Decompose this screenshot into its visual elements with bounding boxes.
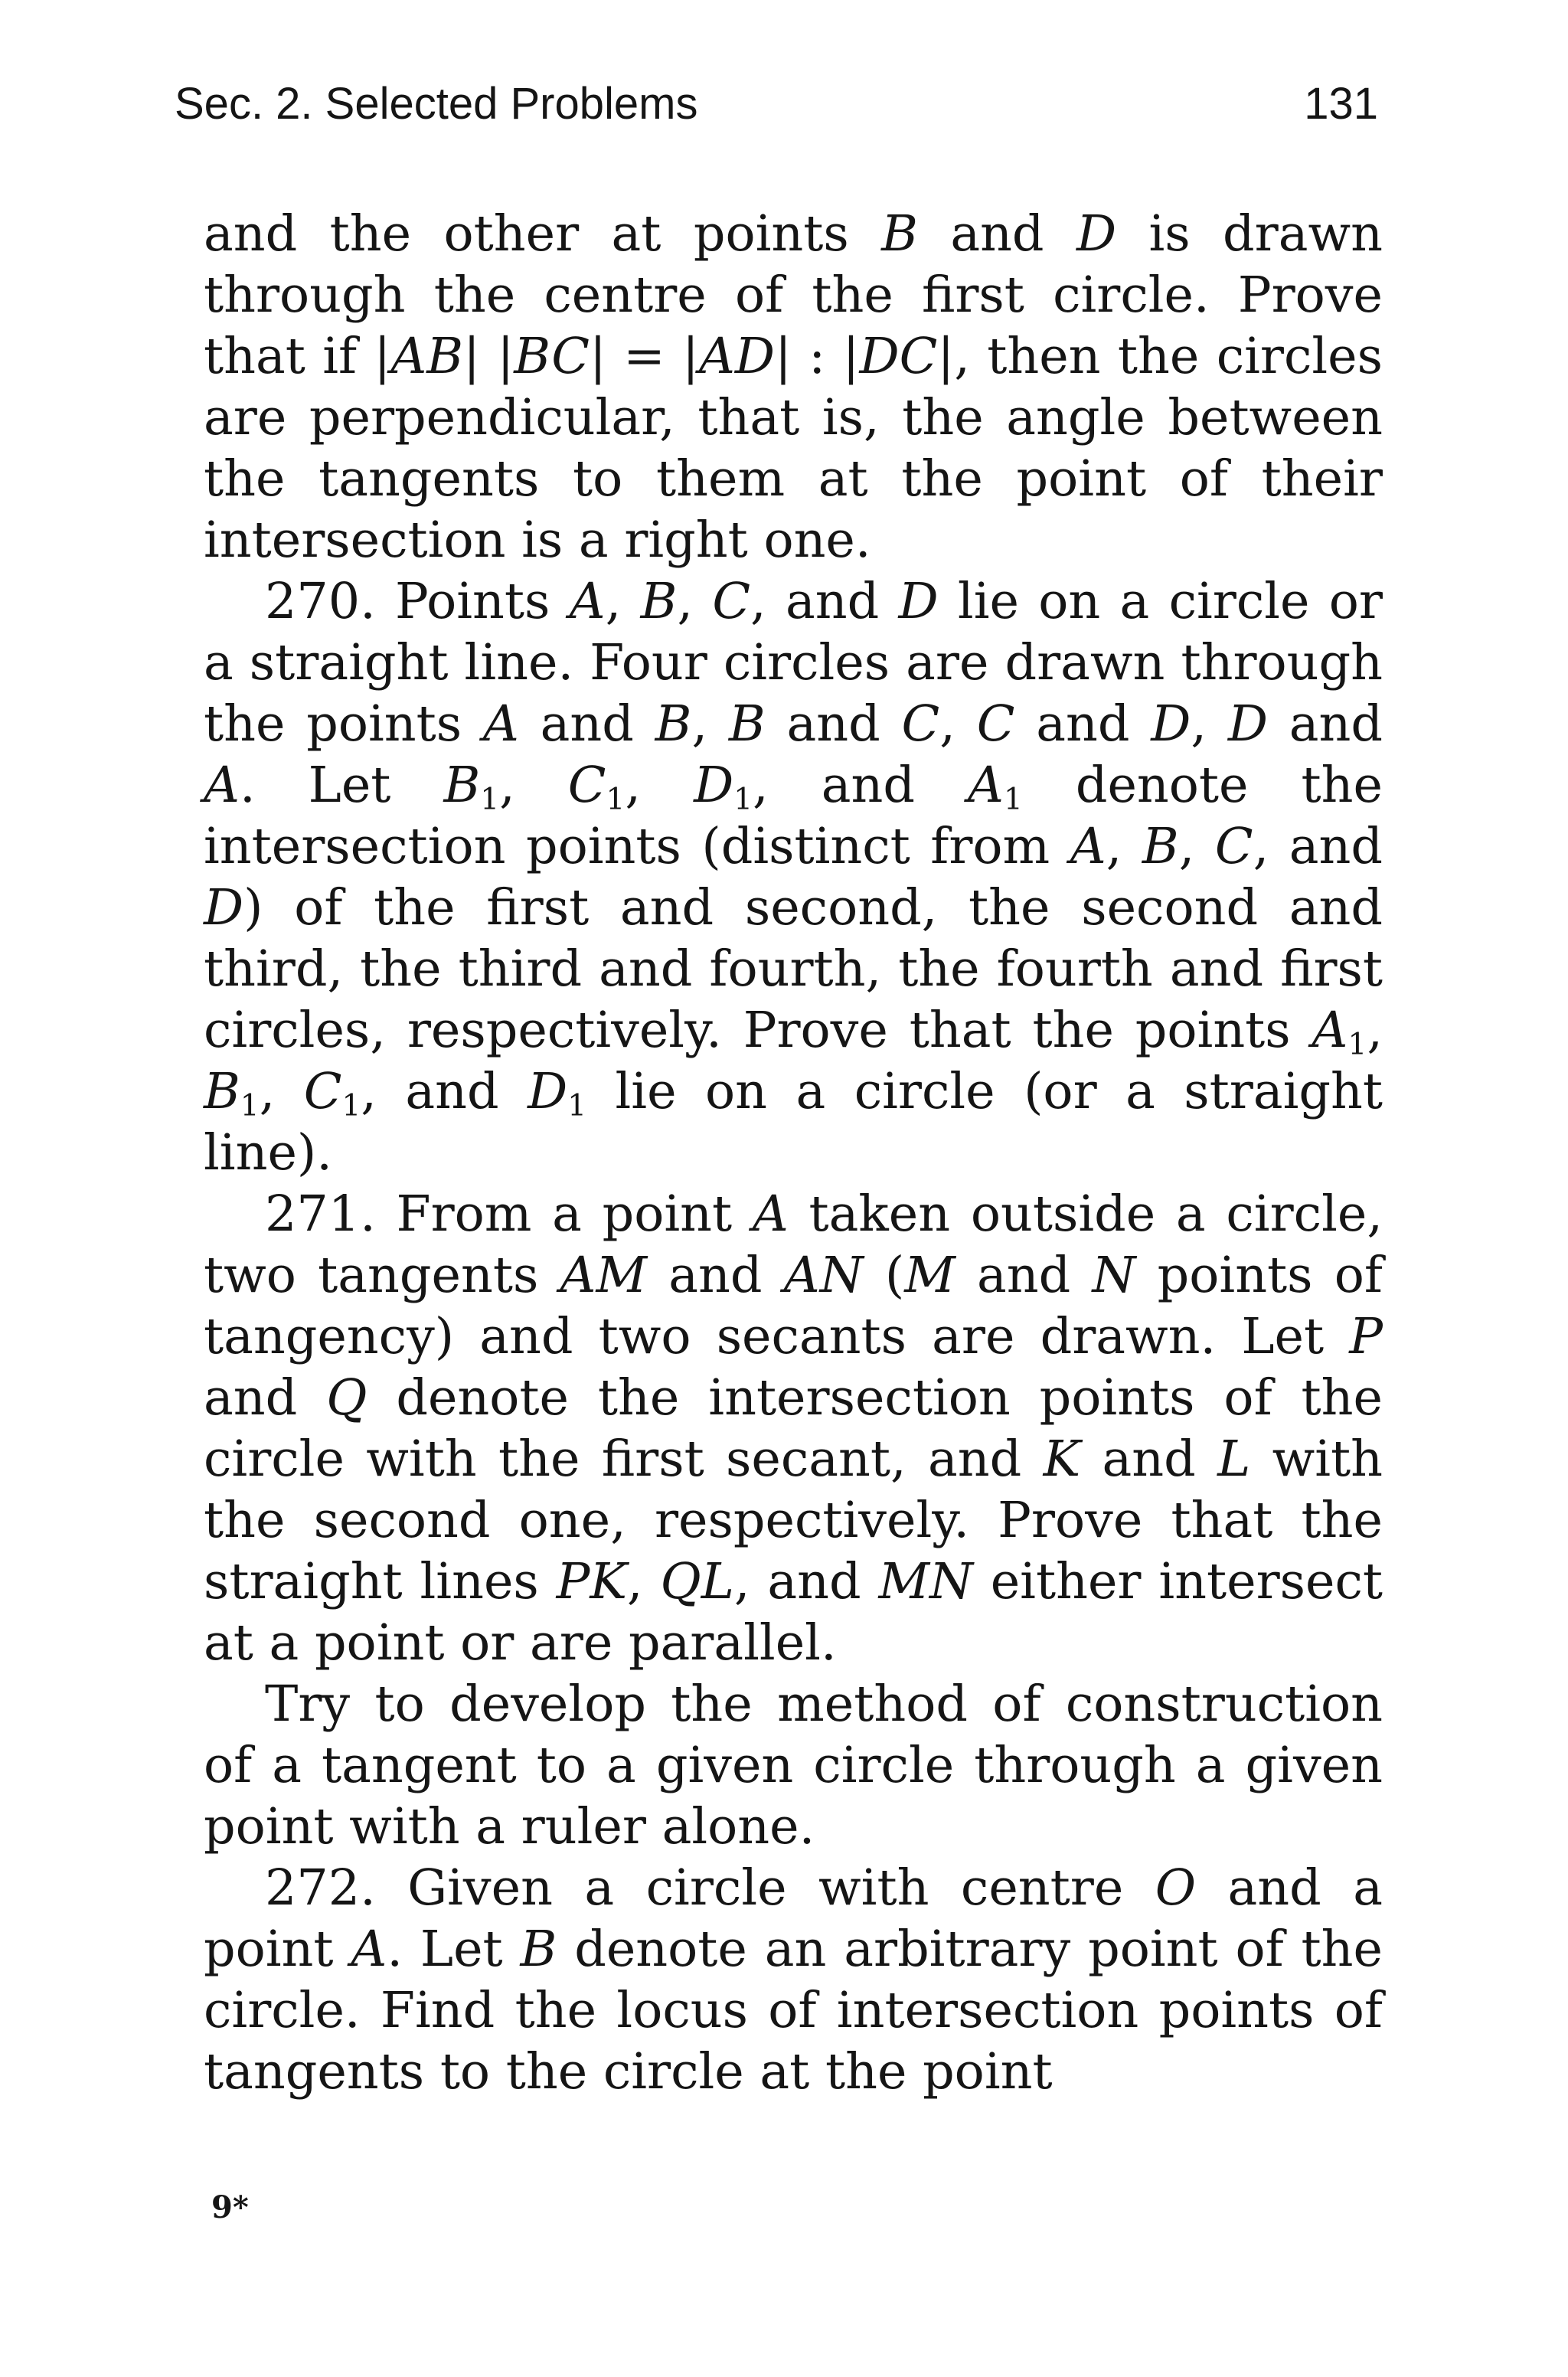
math-var: N [1092, 1247, 1136, 1304]
math-var: B [881, 205, 918, 263]
math-var: M [904, 1247, 956, 1304]
math-var: A [569, 573, 606, 630]
text-run: either intersect at a point or are parallel. [204, 1553, 1383, 1672]
math-var: O [1155, 1859, 1197, 1917]
problem-269-continuation [204, 204, 1383, 571]
text-run: . Let [239, 757, 444, 814]
math-var: L [1217, 1430, 1251, 1488]
subscript: 1 [567, 1088, 587, 1123]
math-var: C [567, 757, 606, 814]
math-var: A [1312, 1002, 1348, 1059]
text-run: and [1080, 1430, 1218, 1488]
text-run: and [917, 205, 1076, 263]
text-run: ( [863, 1247, 905, 1304]
math-var: C [303, 1063, 342, 1120]
text-run: , and [361, 1063, 528, 1120]
math-var: A [351, 1921, 387, 1978]
text-run: and [955, 1247, 1093, 1304]
subscript: 1 [240, 1088, 260, 1123]
text-run: , and [753, 757, 969, 814]
text-run: and [204, 1369, 327, 1427]
math-var: Q [326, 1369, 368, 1427]
section-title: Sec. 2. Selected Problems [175, 79, 698, 129]
text-run: |, then the circles are perpendicular, that is, the angle between the tangents to them at the point of their intersection is a right one. [204, 328, 1383, 569]
math-var: C [712, 573, 751, 630]
math-var: A [482, 695, 519, 753]
math-var: D [1151, 695, 1191, 753]
signature-mark: 9* [211, 2189, 249, 2225]
math-var: D [898, 573, 939, 630]
text-run: lie on a circle or a straight line. Four circles are drawn through the points [204, 573, 1383, 753]
text-run: ) of the first and second, the second and third, the third and fourth, the fourth and first circles, respectively. Prove that the points [204, 879, 1383, 1059]
math-var: BC [514, 328, 590, 385]
math-var: AB [390, 328, 464, 385]
math-var: C [1214, 818, 1253, 875]
math-var: B [728, 695, 766, 753]
text-run: , [1106, 818, 1142, 875]
math-var: B [204, 1063, 240, 1120]
text-run: with the second one, respectively. Prove that the straight lines [204, 1430, 1383, 1610]
math-var: QL [660, 1553, 734, 1610]
subscript: 1 [733, 782, 753, 817]
text-run: and the other at points [204, 205, 882, 263]
text-run: , [1178, 818, 1215, 875]
text-run: , [605, 573, 641, 630]
text-run: , [1367, 1002, 1383, 1059]
text-run: and [647, 1247, 784, 1304]
math-var: DC [859, 328, 938, 385]
text-run: , and [733, 1553, 879, 1610]
math-var: PK [556, 1553, 627, 1610]
try-paragraph [204, 1674, 1383, 1858]
math-var: A [752, 1185, 789, 1243]
problem-number: 270. [265, 573, 376, 630]
text-run: lie on a circle (or a straight line). [204, 1063, 1383, 1182]
problem-270 [204, 571, 1383, 1184]
subscript: 1 [1348, 1027, 1367, 1062]
text-run: points of tangency) and two secants are drawn. Let [204, 1247, 1383, 1365]
math-var: B [1142, 818, 1179, 875]
text-run: Points [375, 573, 570, 630]
subscript: 1 [341, 1088, 361, 1123]
text-run: denote the intersection points (distinct from [204, 757, 1383, 875]
text-run: . Let [387, 1921, 521, 1978]
text-run: , [625, 757, 694, 814]
text-run: , [691, 695, 729, 753]
math-var: D [1227, 695, 1268, 753]
text-run: and a point [204, 1859, 1383, 1978]
text-run: and [765, 695, 902, 753]
text-run: denote the intersection points of the circle with the first secant, and [204, 1369, 1383, 1488]
math-var: B [520, 1921, 557, 1978]
page-number: 131 [1304, 79, 1378, 129]
text-run: and [1267, 695, 1383, 753]
text-run: Try to develop the method of construction of a tangent to a given circle through a given point with a ruler alone. [204, 1676, 1383, 1855]
problem-number: 272. [265, 1859, 376, 1917]
subscript: 1 [606, 782, 626, 817]
text-run: , [677, 573, 713, 630]
text-run: , and [1253, 818, 1383, 875]
math-var: K [1043, 1430, 1081, 1488]
math-var: D [528, 1063, 568, 1120]
math-var: AM [560, 1247, 648, 1304]
math-var: AD [698, 328, 776, 385]
text-run: Given a circle with centre [375, 1859, 1155, 1917]
math-var: AN [783, 1247, 864, 1304]
text-run: , [1191, 695, 1228, 753]
problem-272 [204, 1858, 1383, 2103]
main-text [204, 204, 1383, 2103]
math-var: D [204, 879, 244, 937]
text-run: taken outside a circle, two tangents [204, 1185, 1383, 1304]
text-run: | : | [775, 328, 860, 385]
math-var: A [204, 757, 240, 814]
math-var: B [640, 573, 678, 630]
math-var: A [968, 757, 1004, 814]
text-run: , [259, 1063, 304, 1120]
math-var: C [901, 695, 940, 753]
text-run: is drawn through the centre of the first circle. Prove that if | [204, 205, 1383, 385]
problem-number: 271. [265, 1185, 376, 1243]
text-run: and [1014, 695, 1152, 753]
math-var: MN [878, 1553, 973, 1610]
text-run: | = | [589, 328, 699, 385]
text-run: and [518, 695, 655, 753]
text-run: denote an arbitrary point of the circle. Find the locus of intersection points of tangents to the circle at the point [204, 1921, 1383, 2101]
subscript: 1 [480, 782, 500, 817]
text-run: From a point [375, 1185, 753, 1243]
math-var: B [655, 695, 692, 753]
math-var: C [976, 695, 1015, 753]
text-run: | | [463, 328, 514, 385]
math-var: D [1076, 205, 1117, 263]
text-run: , [939, 695, 977, 753]
text-run: , and [750, 573, 899, 630]
subscript: 1 [1003, 782, 1023, 817]
running-header [175, 74, 1378, 135]
math-var: B [443, 757, 481, 814]
text-run: , [499, 757, 568, 814]
math-var: P [1349, 1308, 1383, 1365]
math-var: A [1070, 818, 1106, 875]
math-var: D [694, 757, 734, 814]
problem-271 [204, 1184, 1383, 1674]
text-run: , [626, 1553, 661, 1610]
